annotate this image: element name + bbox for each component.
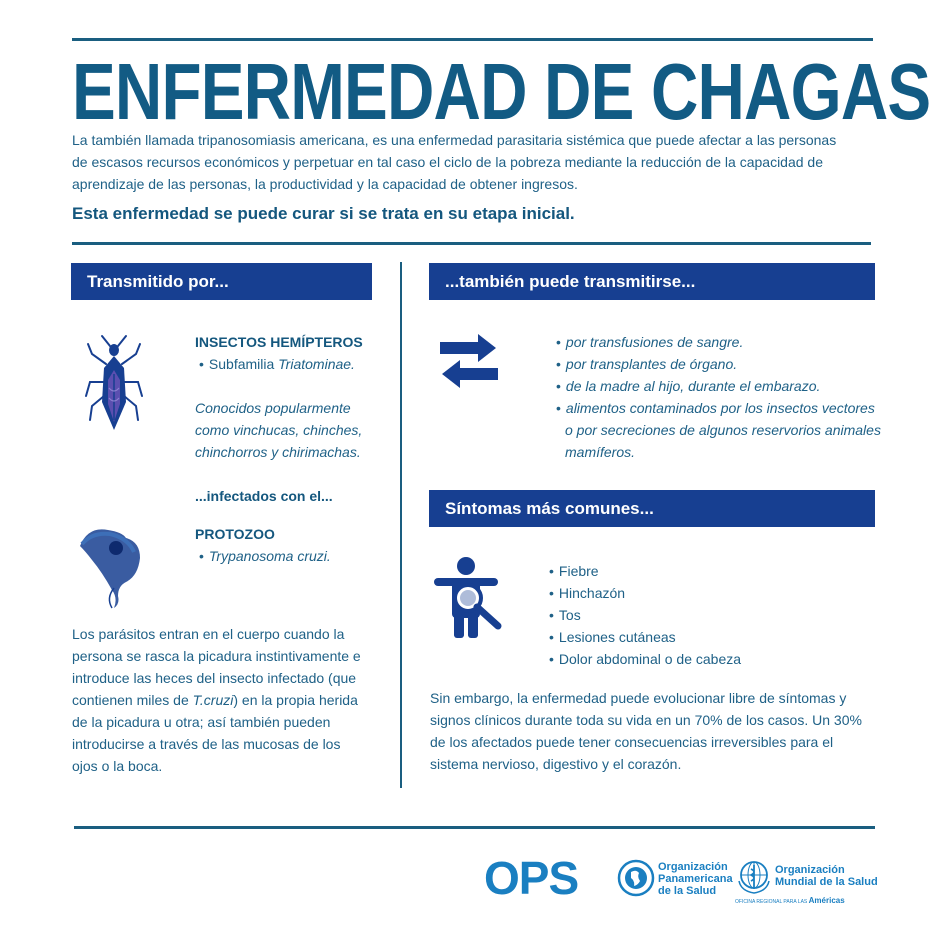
insects-bullet <box>199 353 355 375</box>
who-emblem-icon <box>735 859 773 895</box>
symptom-item: • Lesiones cutáneas <box>549 626 741 648</box>
cure-statement: Esta enfermedad se puede curar si se trata en su etapa inicial. <box>72 204 575 223</box>
known-as-text <box>195 397 362 463</box>
symptom-item: • Tos <box>549 604 741 626</box>
insects-title: INSECTOS HEMÍPTEROS <box>195 334 363 350</box>
top-rule <box>72 38 873 41</box>
section-heading-also-transmitted: ...también puede transmitirse... <box>429 263 875 300</box>
note-line: Sin embargo, la enfermedad puede evolucionar libre de síntomas y <box>430 690 847 706</box>
transmission-list <box>556 331 881 463</box>
intro-paragraph <box>72 129 872 195</box>
body-line <box>72 689 392 711</box>
who-org-line: Organización <box>775 864 845 876</box>
transmission-item-continued: mamíferos. <box>565 444 636 460</box>
note-line: sistema nervioso, digestivo y el corazón. <box>430 756 682 772</box>
person-magnifier-icon <box>432 556 508 642</box>
page-title: ENFERMEDAD DE CHAGAS <box>72 47 931 136</box>
body-line: ojos o la boca. <box>72 758 163 774</box>
intro-line: La también llamada tripanosomiasis americana, es una enfermedad parasitaria sistémica que puede afectar a las personas <box>72 132 837 148</box>
symptom-item: • Hinchazón <box>549 582 741 604</box>
paho-emblem-icon <box>617 859 655 897</box>
transmission-item: • por transfusiones de sangre. <box>556 331 881 353</box>
protozoo-bullet-text: Trypanosoma cruzi. <box>208 548 331 564</box>
trypanosome-icon <box>78 524 144 610</box>
note-line: de los afectados puede tener consecuencias irreversibles para el <box>430 734 834 750</box>
infected-with-text: ...infectados con el... <box>195 488 333 504</box>
transmission-item: • de la madre al hijo, durante el embarazo. <box>556 375 881 397</box>
transmission-item-continued: o por secreciones de algunos reservorios animales <box>565 422 881 438</box>
known-as-line: chinchorros y chirimachas. <box>195 444 361 460</box>
body-line: introducirse a través de las mucosas de los <box>72 736 341 752</box>
ops-org-name <box>658 861 733 897</box>
intro-line: aprendizaje de las personas, la productividad y la capacidad de obtener ingresos. <box>72 176 578 192</box>
who-regional-small: OFICINA REGIONAL PARA LAS <box>735 899 808 905</box>
known-as-line: como vinchucas, chinches, <box>195 422 363 438</box>
left-body-paragraph <box>72 623 392 777</box>
insects-bullet-italic: Triatominae. <box>278 356 355 372</box>
intro-line: de escasos recursos económicos y perpetuar en tal caso el ciclo de la pobreza mediante la reducción de la capacidad de <box>72 154 823 170</box>
protozoo-bullet <box>199 545 331 567</box>
note-line: signos clínicos durante toda su vida en un 70% de los casos. Un 30% <box>430 712 862 728</box>
symptoms-note <box>430 687 880 775</box>
body-line: Los parásitos entran en el cuerpo cuando la <box>72 626 345 642</box>
who-regional <box>735 896 845 907</box>
ops-org-line: de la Salud <box>658 885 717 897</box>
column-divider <box>400 262 402 788</box>
who-regional-name: Américas <box>808 896 845 905</box>
section-heading-transmitted-by: Transmitido por... <box>71 263 372 300</box>
symptom-item: • Fiebre <box>549 560 741 582</box>
header-bottom-rule <box>72 242 871 245</box>
body-line-part: contienen miles de <box>72 692 193 708</box>
transfer-arrows-icon <box>438 332 500 390</box>
kissing-bug-icon <box>82 334 146 434</box>
ops-logo: OPS <box>484 852 579 904</box>
symptoms-list <box>549 560 741 670</box>
known-as-line: Conocidos popularmente <box>195 400 351 416</box>
body-line: persona se rasca la picadura instintivamente e <box>72 648 361 664</box>
symptom-item: • Dolor abdominal o de cabeza <box>549 648 741 670</box>
body-line-part: ) en la propia herida <box>233 692 358 708</box>
transmission-item: • por transplantes de órgano. <box>556 353 881 375</box>
protozoo-bullet-mark <box>199 548 209 564</box>
protozoo-title: PROTOZOO <box>195 526 275 542</box>
insects-bullet-prefix: • Subfamilia <box>199 356 278 372</box>
body-line: de la picadura u otra; así también pueden <box>72 714 331 730</box>
section-heading-symptoms: Síntomas más comunes... <box>429 490 875 527</box>
body-line-italic: T.cruzi <box>192 692 234 708</box>
ops-org-line: Panamericana <box>658 873 733 885</box>
transmission-item: • alimentos contaminados por los insectos vectores <box>556 397 881 419</box>
who-org-name <box>775 864 878 888</box>
ops-org-line: Organización <box>658 861 728 873</box>
bottom-rule <box>74 826 875 829</box>
who-org-line: Mundial de la Salud <box>775 876 878 888</box>
body-line: introduce las heces del insecto infectado (que <box>72 670 357 686</box>
